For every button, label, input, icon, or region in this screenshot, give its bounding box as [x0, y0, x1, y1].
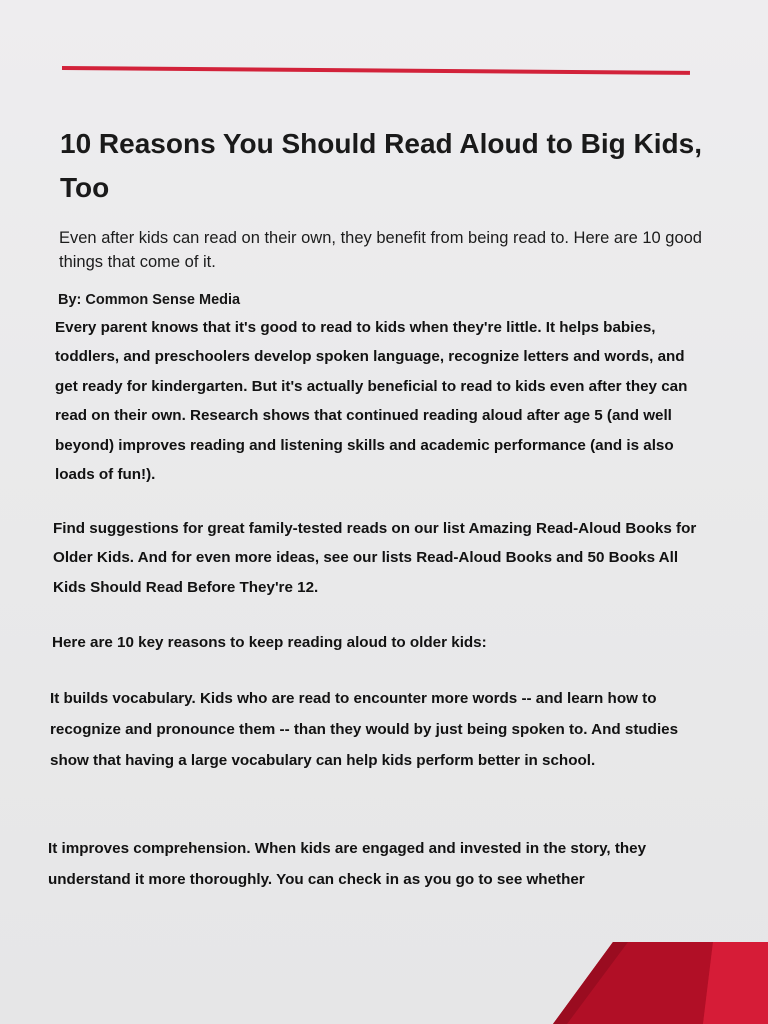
- article-title: 10 Reasons You Should Read Aloud to Big Kids, Too: [60, 128, 702, 203]
- body-paragraph-comprehension: It improves comprehension. When kids are engaged and invested in the story, they understand it more thoroughly. You can check in as you go to see whether: [48, 840, 647, 888]
- red-corner-decoration: [553, 942, 768, 1024]
- body-paragraph-vocabulary: It builds vocabulary. Kids who are read to encounter more words -- and learn how to recognize and pronounce them -- than they would by just being spoken to. And studies show that having a large vocabulary can help kids perform better in school.: [50, 690, 679, 769]
- body-paragraph-reasons-lead: Here are 10 key reasons to keep reading aloud to older kids:: [52, 634, 487, 651]
- body-paragraph-suggestions: Find suggestions for great family-tested reads on our list Amazing Read-Aloud Books for Older Kids. And for even more ideas, see our lists Read-Aloud Books and 50 Books All Kids Should Read Before They're 12.: [53, 520, 697, 596]
- article-subtitle: Even after kids can read on their own, they benefit from being read to. Here are 10 good things that come of it.: [59, 229, 702, 271]
- body-paragraph-intro: Every parent knows that it's good to read to kids when they're little. It helps babies, toddlers, and preschoolers develop spoken language, recognize letters and words, and get ready for kindergarten. But it's actually beneficial to read to kids even after they can read on their own. Research shows that continued reading aloud after age 5 (and well beyond) improves reading and listening skills and academic performance (and is also loads of fun!).: [55, 319, 688, 484]
- article-byline: By: Common Sense Media: [58, 292, 241, 308]
